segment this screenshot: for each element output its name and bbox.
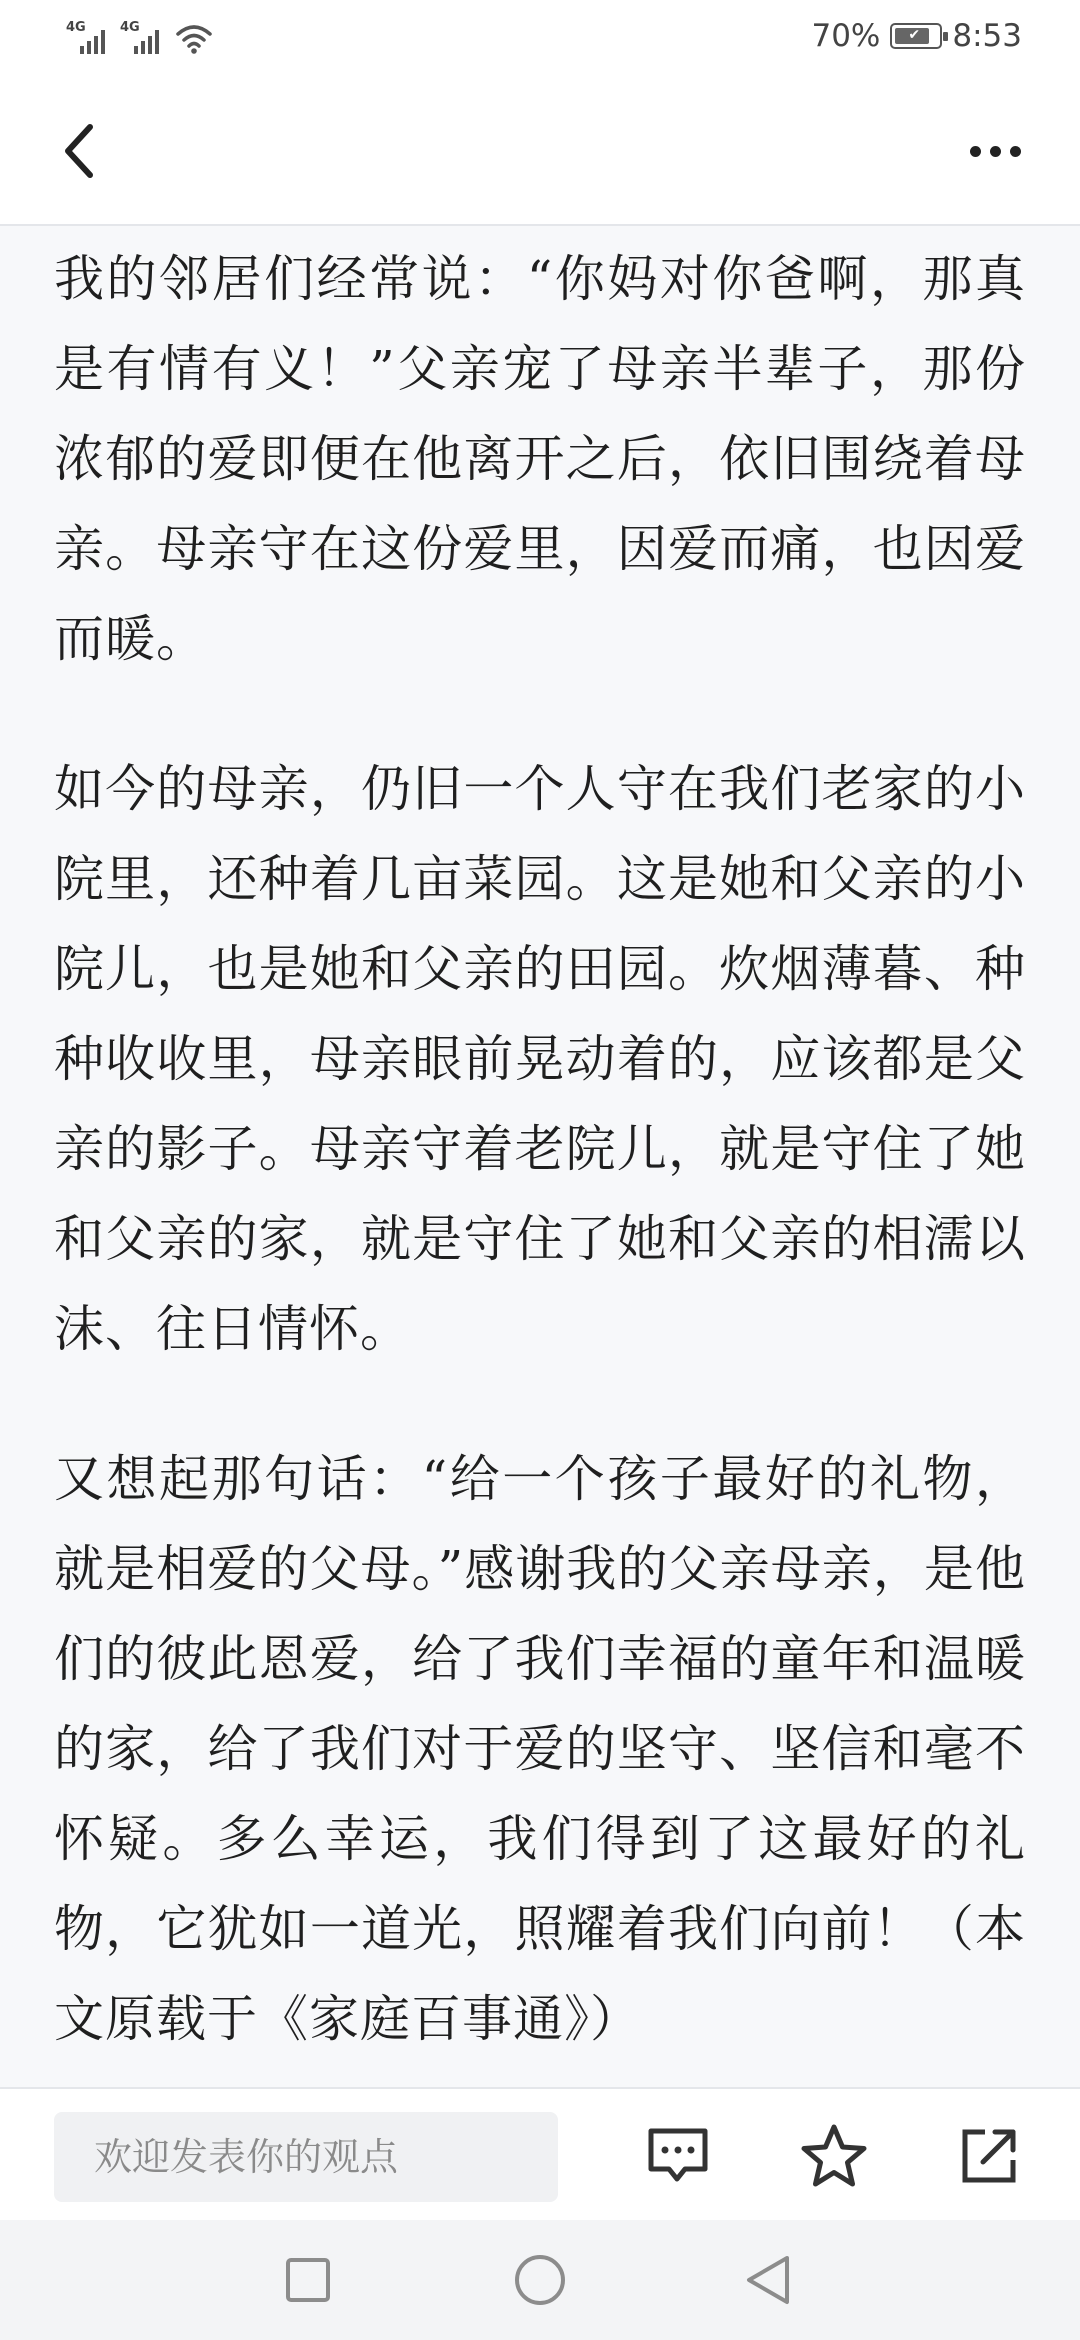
- chevron-left-icon: [60, 121, 100, 181]
- comment-bar: [0, 2087, 1080, 2220]
- signal-icon: [120, 20, 164, 56]
- more-options-button[interactable]: [950, 111, 1040, 191]
- home-button[interactable]: [502, 2242, 578, 2318]
- article-paragraph: 我的邻居们经常说：“你妈对你爸啊，那真是有情有义！”父亲宠了母亲半辈子，那份浓郁的爱即便在他离开之后，依旧围绕着母亲。母亲守在这份爱里，因爱而痛，也因爱而暖。: [54, 250, 1026, 668]
- more-dot: [970, 146, 981, 157]
- article-paragraph: 如今的母亲，仍旧一个人守在我们老家的小院里，还种着几亩菜园。这是她和父亲的小院儿，也是她和父亲的田园。炊烟薄暮、种种收收里，母亲眼前晃动着的，应该都是父亲的影子。母亲守着老院儿，就是守住了她和父亲的家，就是守住了她和父亲的相濡以沫、往日情怀。: [54, 760, 1026, 1358]
- back-triangle-icon: [741, 2252, 795, 2308]
- system-nav-bar: [0, 2220, 1080, 2340]
- recent-apps-icon: [283, 2255, 333, 2305]
- favorite-button[interactable]: [789, 2111, 879, 2201]
- status-bar: [0, 0, 1080, 75]
- wifi-icon: [174, 20, 214, 56]
- nav-back-button[interactable]: [730, 2242, 806, 2318]
- share-button[interactable]: [944, 2111, 1034, 2201]
- battery-icon: ✔: [890, 23, 942, 49]
- status-icons-left: [66, 16, 214, 56]
- app-header: [0, 75, 1080, 226]
- battery-percent: 70%: [811, 18, 881, 54]
- status-icons-right: [811, 14, 1022, 58]
- share-icon: [957, 2124, 1021, 2188]
- comment-input[interactable]: 欢迎发表你的观点: [54, 2112, 558, 2202]
- star-icon: [800, 2123, 868, 2189]
- more-dot: [990, 146, 1001, 157]
- comment-button[interactable]: [633, 2111, 723, 2201]
- back-button[interactable]: [40, 111, 120, 191]
- more-dot: [1010, 146, 1021, 157]
- signal-icon: [66, 20, 110, 56]
- signal-label: 4G: [66, 20, 86, 35]
- article-body[interactable]: [0, 226, 1080, 2087]
- home-icon: [512, 2252, 568, 2308]
- recent-apps-button[interactable]: [270, 2242, 346, 2318]
- article-paragraph: 又想起那句话：“给一个孩子最好的礼物，就是相爱的父母。”感谢我的父亲母亲，是他们的彼此恩爱，给了我们幸福的童年和温暖的家，给了我们对于爱的坚守、坚信和毫不怀疑。多么幸运，我们得到了这最好的礼物，它犹如一道光，照耀着我们向前！（本文原载于《家庭百事通》）: [54, 1450, 1026, 2048]
- comment-icon: [645, 2125, 711, 2187]
- signal-label: 4G: [120, 20, 140, 35]
- clock: 8:53: [952, 18, 1022, 54]
